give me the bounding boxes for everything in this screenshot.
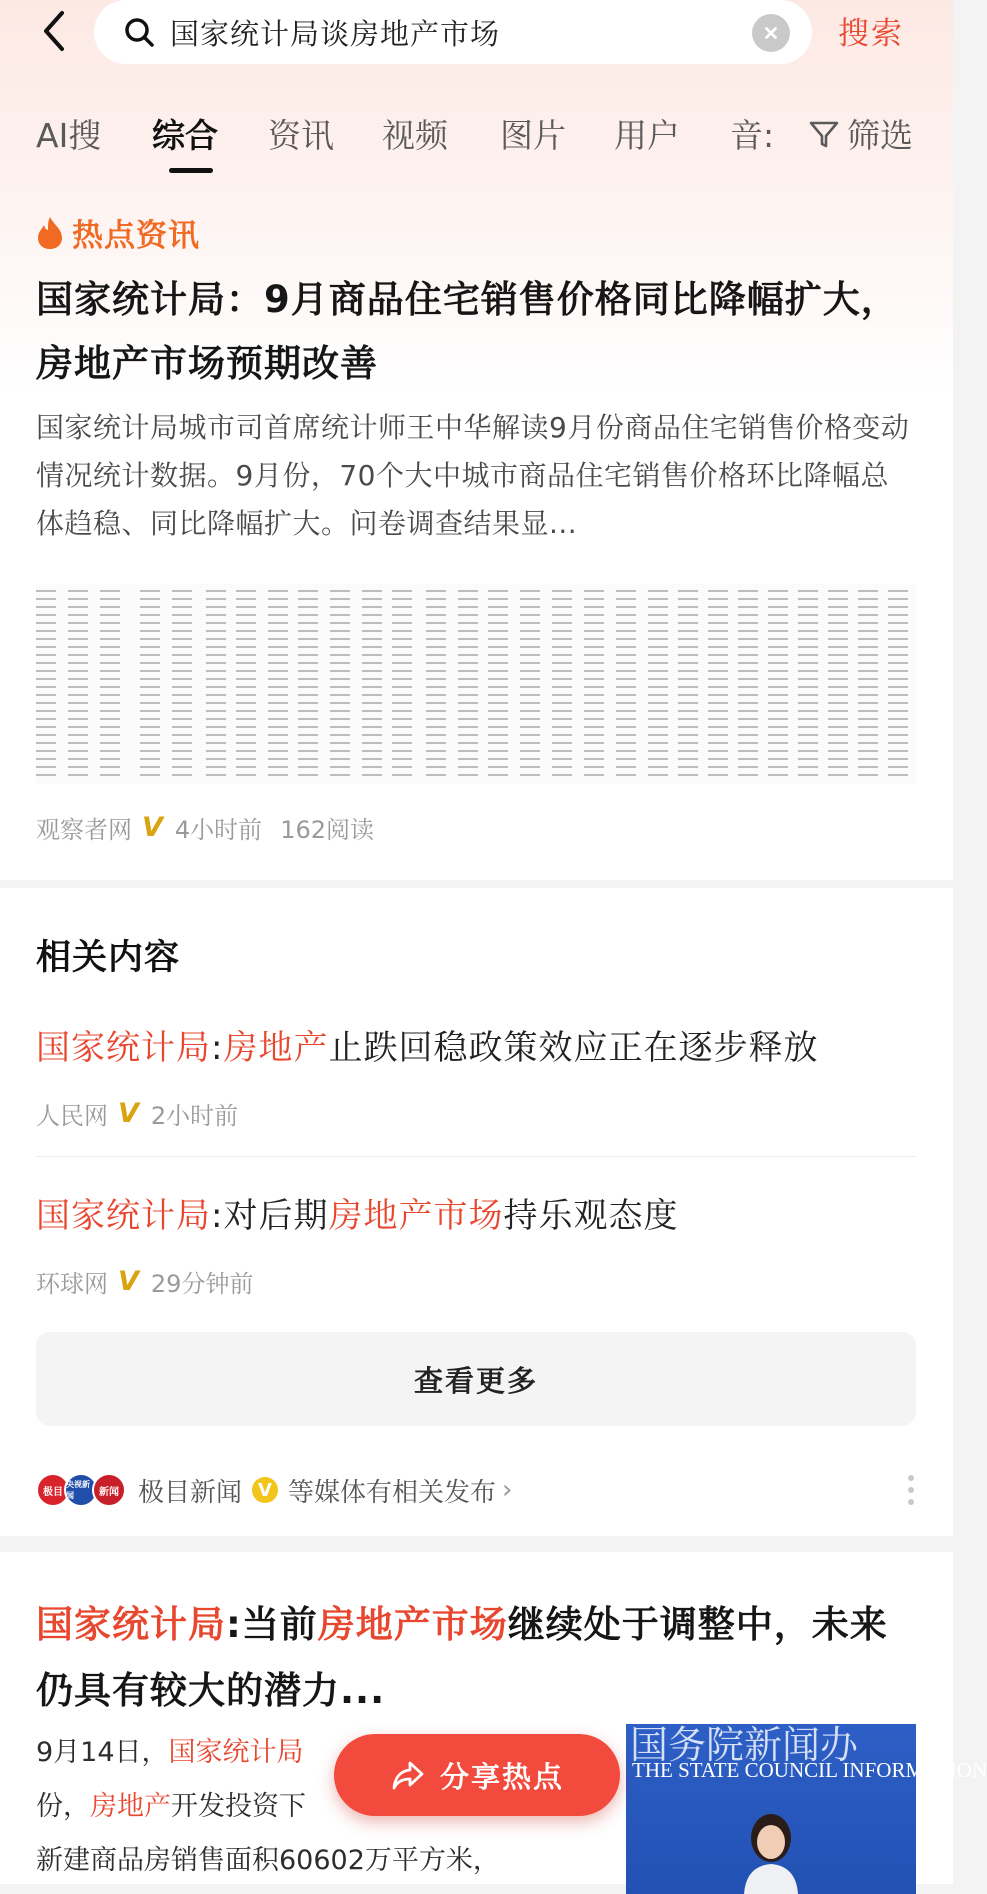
divider (36, 1156, 916, 1157)
table-column (888, 590, 908, 778)
tab-news[interactable]: 资讯 (268, 116, 334, 155)
table-column (172, 590, 192, 778)
table-column (678, 590, 698, 778)
related-heading: 相关内容 (36, 938, 181, 978)
media-logo: 新闻 (92, 1473, 126, 1507)
title-highlight: 房地产 (223, 1028, 329, 1068)
title-highlight: 国家统计局 (36, 1196, 211, 1236)
related-content-card (0, 888, 953, 1536)
verified-icon: V (118, 1098, 139, 1129)
table-column (268, 590, 288, 778)
table-column (738, 590, 758, 778)
hot-news-title[interactable]: 国家统计局：9月商品住宅销售价格同比降幅扩大，房地产市场预期改善 (36, 278, 899, 385)
table-column (616, 590, 636, 778)
related-item-title[interactable] (36, 1188, 678, 1237)
active-tab-indicator (169, 168, 213, 173)
table-column (392, 590, 412, 778)
hot-news-summary[interactable]: 国家统计局城市司首席统计师王中华解读9月份商品住宅销售价格变动情况统计数据。9月份，70个大中城市商品住宅销售价格环比降幅总体趋稳、同比降幅扩大。问卷调查结果显... (36, 411, 910, 540)
related-item-meta (36, 1264, 253, 1299)
table-column (36, 590, 56, 778)
table-column (708, 590, 728, 778)
title-text: 止跌回稳政策效应正在逐步释放 (328, 1028, 819, 1068)
search-button[interactable]: 搜索 (838, 16, 904, 52)
media-sources-row[interactable] (36, 1466, 916, 1514)
title-text: 继续处于调整中，未来仍具有较大的潜力... (36, 1603, 888, 1712)
article-title (36, 1592, 916, 1724)
title-text: 持乐观态度 (503, 1196, 679, 1236)
related-item-title[interactable] (36, 1020, 818, 1069)
table-column (584, 590, 604, 778)
table-column (100, 590, 120, 778)
title-highlight: 国家统计局 (36, 1028, 211, 1068)
table-column (426, 590, 446, 778)
thumbnail-en-text: THE STATE COUNCIL INFORMATION (632, 1758, 987, 1782)
media-text (138, 1472, 512, 1509)
table-column (828, 590, 848, 778)
news-time: 4小时前 (174, 816, 263, 844)
title-text: :当前 (226, 1603, 318, 1646)
media-logo: 极目 (36, 1473, 70, 1507)
verified-icon: V (118, 1266, 139, 1297)
table-column (298, 590, 318, 778)
article-thumbnail (626, 1723, 987, 1894)
news-source: 观察者网 (36, 816, 132, 844)
more-options-icon[interactable] (906, 1472, 916, 1508)
filter-icon (807, 117, 841, 151)
see-more-button[interactable]: 查看更多 (36, 1332, 916, 1426)
hot-news-label-text: 热点资讯 (72, 218, 200, 254)
title-highlight: 国家统计局 (36, 1603, 226, 1646)
search-icon (122, 15, 156, 49)
category-tabs (0, 100, 953, 172)
news-reads: 162阅读 (280, 816, 374, 844)
news-time: 29分钟前 (150, 1270, 254, 1298)
thumbnail-cn-text: 国务院新闻办 (630, 1723, 859, 1767)
table-column (330, 590, 350, 778)
table-column (552, 590, 572, 778)
tab-images[interactable]: 图片 (500, 116, 566, 155)
flame-icon (36, 215, 64, 251)
search-header (0, 0, 953, 70)
search-input[interactable] (94, 0, 812, 64)
media-logo: 央视新闻 (64, 1473, 98, 1507)
media-suffix: 等媒体有相关发布 (288, 1477, 497, 1508)
table-column (458, 590, 478, 778)
article-card[interactable] (0, 1552, 987, 1884)
verified-icon: V (142, 812, 163, 843)
back-button[interactable] (30, 6, 80, 56)
tab-users[interactable]: 用户 (614, 116, 680, 155)
speaker-figure (736, 1804, 806, 1894)
share-hot-button[interactable] (334, 1734, 620, 1816)
news-time: 2小时前 (150, 1102, 239, 1130)
share-icon (390, 1757, 426, 1793)
share-label: 分享热点 (439, 1759, 564, 1794)
tab-comprehensive[interactable]: 综合 (152, 116, 218, 155)
table-column (798, 590, 818, 778)
table-column (206, 590, 226, 778)
title-text: : (211, 1028, 224, 1068)
clear-search-button[interactable] (752, 14, 790, 52)
table-column (768, 590, 788, 778)
title-highlight: 房地产市场 (317, 1603, 508, 1646)
title-highlight: 房地产市场 (328, 1196, 504, 1236)
table-column (236, 590, 256, 778)
hot-news-meta (36, 810, 374, 845)
tab-video[interactable]: 视频 (382, 116, 448, 155)
related-item-meta (36, 1096, 238, 1131)
tab-music[interactable]: 音: (730, 116, 775, 155)
search-query-text: 国家统计局谈房地产市场 (170, 16, 501, 51)
news-source: 人民网 (36, 1102, 108, 1130)
table-column (488, 590, 508, 778)
table-column (520, 590, 540, 778)
table-column (140, 590, 160, 778)
summary-line: 新建商品房销售面积60602万平方米， (36, 1845, 500, 1876)
summary-line: 份，房地产开发投资下 (36, 1791, 306, 1822)
table-column (68, 590, 88, 778)
news-source: 环球网 (36, 1270, 108, 1298)
chevron-left-icon (38, 9, 72, 53)
summary-line: 9月14日，国家统计局 (36, 1737, 304, 1768)
hot-news-label (36, 210, 200, 255)
media-name: 极目新闻 (138, 1477, 243, 1508)
table-column (858, 590, 878, 778)
table-column (648, 590, 668, 778)
verified-icon: V (252, 1477, 278, 1503)
chevron-right-icon: › (502, 1475, 513, 1505)
tab-ai-search[interactable]: AI搜 (36, 116, 102, 155)
filter-button[interactable] (807, 110, 913, 157)
close-icon (762, 24, 780, 42)
filter-label: 筛选 (847, 116, 913, 155)
title-text: :对后期 (211, 1196, 329, 1236)
table-column (362, 590, 382, 778)
hot-news-image[interactable] (36, 584, 916, 784)
